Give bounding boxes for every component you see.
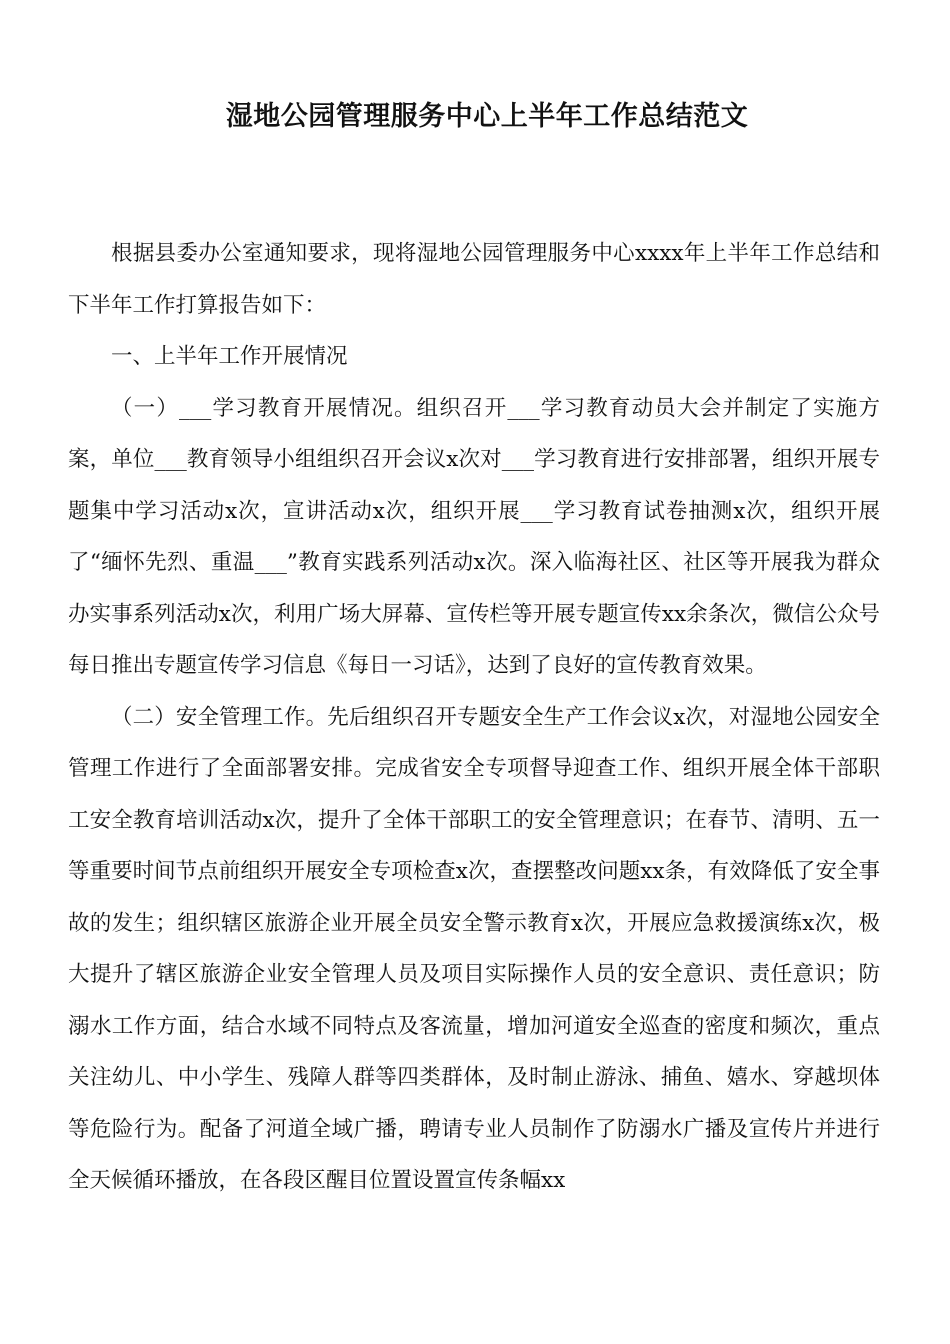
intro-paragraph: 根据县委办公室通知要求，现将湿地公园管理服务中心xxxx年上半年工作总结和下半年工作打算报告如下： — [68, 241, 880, 318]
safety-management-paragraph: （二）安全管理工作。先后组织召开专题安全生产工作会议x次，对湿地公园安全管理工作进行了全面部署安排。完成省安全专项督导迎查工作、组织开展全体干部职工安全教育培训活动x次，提升了全体干部职工的安全管理意识；在春节、清明、五一等重要时间节点前组织开展安全专项检查x次，查摆整改问题xx条，有效降低了安全事故的发生；组织辖区旅游企业开展全员安全警示教育x次，开展应急救援演练x次，极大提升了辖区旅游企业安全管理人员及项目实际操作人员的安全意识、责任意识；防溺水工作方面，结合水域不同特点及客流量，增加河道安全巡查的密度和频次，重点关注幼儿、中小学生、残障人群等四类群体，及时制止游泳、捕鱼、嬉水、穿越坝体等危险行为。配备了河道全域广播，聘请专业人员制作了防溺水广播及宣传片并进行全天候循环播放，在各段区醒目位置设置宣传条幅xx — [68, 704, 880, 1193]
document-body — [68, 228, 880, 1207]
document-title: 湿地公园管理服务中心上半年工作总结范文 — [225, 101, 749, 132]
section-heading: 一、上半年工作开展情况 — [111, 344, 348, 369]
study-education-paragraph: （一）___学习教育开展情况。组织召开___学习教育动员大会并制定了实施方案，单位___教育领导小组组织召开会议x次对___学习教育进行安排部署，组织开展专题集中学习活动x次，宣讲活动x次，组织开展___学习教育试卷抽测x次，组织开展了“缅怀先烈、重温___”教育实践系列活动x次。深入临海社区、社区等开展我为群众办实事系列活动x次，利用广场大屏幕、宣传栏等开展专题宣传xx余条次，微信公众号每日推出专题宣传学习信息《每日一习话》，达到了良好的宣传教育效果。 — [68, 395, 880, 678]
